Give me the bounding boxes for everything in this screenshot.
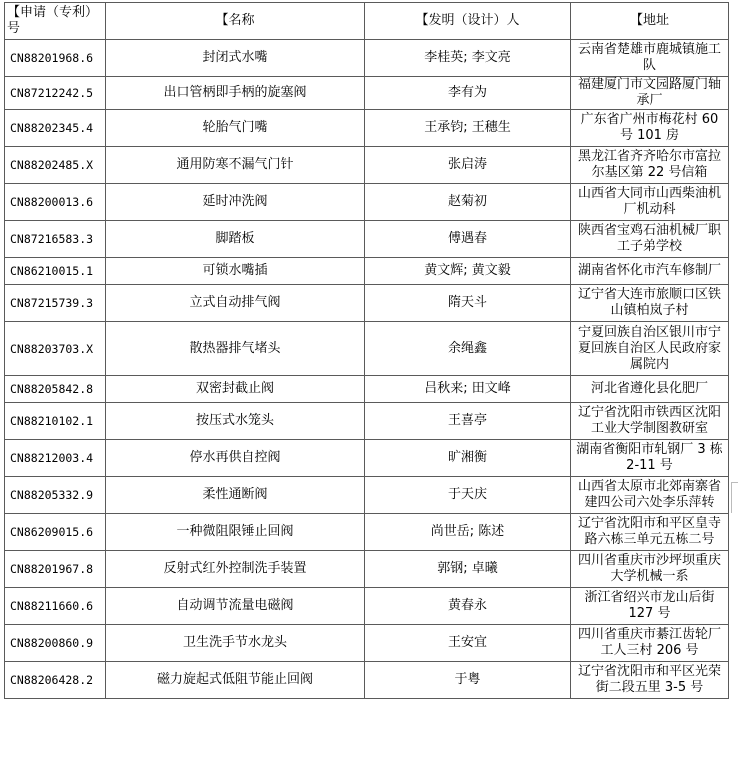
inventor-cell: 黄文辉; 黄文毅 <box>365 258 571 285</box>
table-row <box>5 403 729 440</box>
address-cell: 四川省重庆市綦江齿轮厂工人三村 206 号 <box>571 625 729 662</box>
patent-number-cell: CN86209015.6 <box>5 514 106 551</box>
patent-name-cell: 延时冲洗阀 <box>106 184 365 221</box>
address-cell: 辽宁省大连市旅顺口区铁山镇柏岚子村 <box>571 285 729 322</box>
patent-name-cell: 脚踏板 <box>106 221 365 258</box>
inventor-cell: 李有为 <box>365 77 571 110</box>
patent-number-cell: CN88202345.4 <box>5 110 106 147</box>
inventor-cell: 黄春永 <box>365 588 571 625</box>
patent-name-cell: 卫生洗手节水龙头 <box>106 625 365 662</box>
header-address: 【地址 <box>571 3 729 40</box>
inventor-cell: 傅遇春 <box>365 221 571 258</box>
address-cell: 浙江省绍兴市龙山后街 127 号 <box>571 588 729 625</box>
patent-number-cell: CN86210015.1 <box>5 258 106 285</box>
inventor-cell: 王喜亭 <box>365 403 571 440</box>
address-cell: 湖南省怀化市汽车修制厂 <box>571 258 729 285</box>
address-cell: 黑龙江省齐齐哈尔市富拉尔基区第 22 号信箱 <box>571 147 729 184</box>
header-row <box>5 3 729 40</box>
patent-name-cell: 按压式水笼头 <box>106 403 365 440</box>
table-row <box>5 147 729 184</box>
inventor-cell: 尚世岳; 陈述 <box>365 514 571 551</box>
address-cell: 福建厦门市文园路厦门轴承厂 <box>571 77 729 110</box>
address-cell: 宁夏回族自治区银川市宁夏回族自治区人民政府家属院内 <box>571 322 729 376</box>
address-cell: 辽宁省沈阳市铁西区沈阳工业大学制图教研室 <box>571 403 729 440</box>
address-cell: 辽宁省沈阳市和平区光荣街二段五里 3-5 号 <box>571 662 729 699</box>
inventor-cell: 旷湘衡 <box>365 440 571 477</box>
patent-number-cell: CN87212242.5 <box>5 77 106 110</box>
patent-number-cell: CN88212003.4 <box>5 440 106 477</box>
table-row <box>5 77 729 110</box>
patent-name-cell: 反射式红外控制洗手装置 <box>106 551 365 588</box>
patent-number-cell: CN88200013.6 <box>5 184 106 221</box>
patent-number-cell: CN88205332.9 <box>5 477 106 514</box>
patent-number-cell: CN88205842.8 <box>5 376 106 403</box>
table-row <box>5 285 729 322</box>
patent-number-cell: CN88210102.1 <box>5 403 106 440</box>
address-cell: 辽宁省沈阳市和平区皇寺路六栋三单元五栋二号 <box>571 514 729 551</box>
patent-name-cell: 出口管柄即手柄的旋塞阀 <box>106 77 365 110</box>
patent-name-cell: 自动调节流量电磁阀 <box>106 588 365 625</box>
patent-name-cell: 轮胎气门嘴 <box>106 110 365 147</box>
patent-name-cell: 通用防寒不漏气门针 <box>106 147 365 184</box>
inventor-cell: 赵菊初 <box>365 184 571 221</box>
inventor-cell: 隋天斗 <box>365 285 571 322</box>
table-row <box>5 40 729 77</box>
address-cell: 河北省遵化县化肥厂 <box>571 376 729 403</box>
patent-name-cell: 立式自动排气阀 <box>106 285 365 322</box>
inventor-cell: 于粤 <box>365 662 571 699</box>
table-row <box>5 514 729 551</box>
inventor-cell: 吕秋来; 田文峰 <box>365 376 571 403</box>
table-row <box>5 440 729 477</box>
inventor-cell: 王承钧; 王穗生 <box>365 110 571 147</box>
inventor-cell: 余绳鑫 <box>365 322 571 376</box>
table-row <box>5 110 729 147</box>
table-row <box>5 625 729 662</box>
header-number: 【申请（专利）号 <box>5 3 106 40</box>
patent-name-cell: 磁力旋起式低阻节能止回阀 <box>106 662 365 699</box>
table-row <box>5 258 729 285</box>
table-row <box>5 322 729 376</box>
inventor-cell: 郭钢; 卓曦 <box>365 551 571 588</box>
patent-name-cell: 散热器排气堵头 <box>106 322 365 376</box>
inventor-cell: 张启涛 <box>365 147 571 184</box>
table-row <box>5 477 729 514</box>
patent-name-cell: 柔性通断阀 <box>106 477 365 514</box>
table-row <box>5 662 729 699</box>
inventor-cell: 王安宜 <box>365 625 571 662</box>
patent-number-cell: CN88202485.X <box>5 147 106 184</box>
address-cell: 四川省重庆市沙坪坝重庆大学机械一系 <box>571 551 729 588</box>
patent-number-cell: CN88211660.6 <box>5 588 106 625</box>
address-cell: 山西省大同市山西柴油机厂机动科 <box>571 184 729 221</box>
patent-name-cell: 停水再供自控阀 <box>106 440 365 477</box>
inventor-cell: 李桂英; 李文亮 <box>365 40 571 77</box>
header-name: 【名称 <box>106 3 365 40</box>
patent-name-cell: 封闭式水嘴 <box>106 40 365 77</box>
patent-number-cell: CN87216583.3 <box>5 221 106 258</box>
patent-number-cell: CN87215739.3 <box>5 285 106 322</box>
table-row <box>5 221 729 258</box>
patent-number-cell: CN88200860.9 <box>5 625 106 662</box>
inventor-cell: 于天庆 <box>365 477 571 514</box>
patent-number-cell: CN88203703.X <box>5 322 106 376</box>
scroll-edge-mark <box>731 482 738 513</box>
patent-name-cell: 一种微阻限锤止回阀 <box>106 514 365 551</box>
header-inventor: 【发明（设计）人 <box>365 3 571 40</box>
table-row <box>5 588 729 625</box>
patent-name-cell: 可锁水嘴插 <box>106 258 365 285</box>
patent-number-cell: CN88201968.6 <box>5 40 106 77</box>
address-cell: 广东省广州市梅花村 60 号 101 房 <box>571 110 729 147</box>
address-cell: 陕西省宝鸡石油机械厂职工子弟学校 <box>571 221 729 258</box>
table-row <box>5 551 729 588</box>
patent-number-cell: CN88206428.2 <box>5 662 106 699</box>
address-cell: 湖南省衡阳市轧钢厂 3 栋 2-11 号 <box>571 440 729 477</box>
table-row <box>5 184 729 221</box>
patent-number-cell: CN88201967.8 <box>5 551 106 588</box>
patent-table <box>4 2 729 699</box>
address-cell: 山西省太原市北郊南寨省建四公司六处李乐萍转 <box>571 477 729 514</box>
patent-name-cell: 双密封截止阀 <box>106 376 365 403</box>
address-cell: 云南省楚雄市鹿城镇施工队 <box>571 40 729 77</box>
table-row <box>5 376 729 403</box>
